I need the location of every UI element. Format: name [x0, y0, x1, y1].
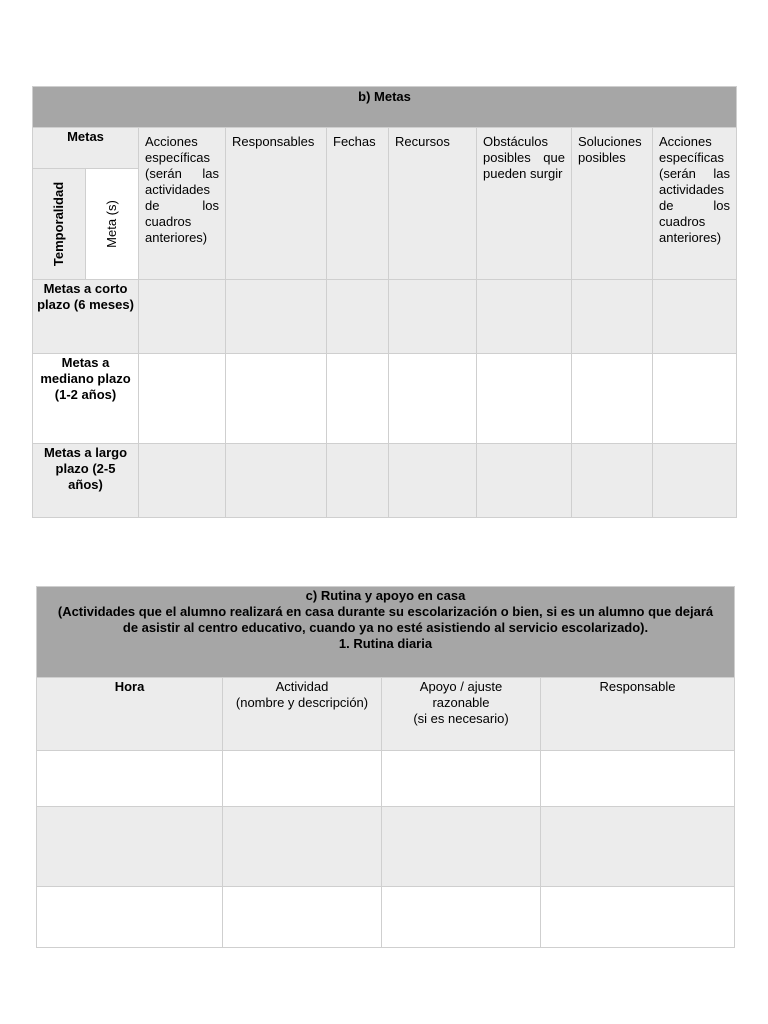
cell-input[interactable]	[226, 354, 327, 444]
cell-input[interactable]	[226, 280, 327, 354]
cell-input[interactable]	[382, 807, 541, 887]
cell-input[interactable]	[37, 751, 223, 807]
cell-input[interactable]	[653, 354, 737, 444]
cell-input[interactable]	[327, 444, 389, 518]
cell-input[interactable]	[477, 444, 572, 518]
col-acciones-2	[653, 128, 737, 280]
cell-input[interactable]	[572, 280, 653, 354]
cell-input[interactable]	[223, 751, 382, 807]
cell-input[interactable]	[389, 444, 477, 518]
col-responsables-label: Responsables	[232, 134, 315, 149]
cell-input[interactable]	[139, 280, 226, 354]
metas-title-cell	[33, 87, 737, 128]
col-recursos	[389, 128, 477, 280]
metas-title: b) Metas	[358, 89, 411, 104]
cell-input[interactable]	[477, 280, 572, 354]
col-responsable	[541, 678, 735, 751]
cell-input[interactable]	[37, 807, 223, 887]
cell-input[interactable]	[382, 751, 541, 807]
cell-input[interactable]	[477, 354, 572, 444]
cell-input[interactable]	[327, 280, 389, 354]
metas-header-cell	[33, 128, 139, 169]
cell-input[interactable]	[653, 444, 737, 518]
col-responsables	[226, 128, 327, 280]
row-largo-label: Metas a largo plazo (2-5 años)	[43, 445, 128, 492]
rutina-subtitle: (Actividades que el alumno realizará en casa durante su escolarización o bien, si es un alumno que dejará de asistir al centro educativo, cuando ya no esté asistiendo al servicio escolarizado).	[57, 604, 714, 635]
cell-input[interactable]	[572, 354, 653, 444]
rutina-table	[36, 586, 735, 948]
row-label-largo	[33, 444, 139, 518]
cell-input[interactable]	[389, 354, 477, 444]
cell-input[interactable]	[37, 887, 223, 948]
col-acciones-1-label: Acciones específicas (serán las actividades de los cuadros anteriores)	[145, 134, 219, 245]
temporalidad-cell	[33, 169, 86, 280]
col-responsable-label: Responsable	[599, 679, 676, 694]
col-soluciones	[572, 128, 653, 280]
row-label-corto	[33, 280, 139, 354]
cell-input[interactable]	[139, 444, 226, 518]
metas-header: Metas	[67, 129, 104, 144]
meta-s-cell	[86, 169, 139, 280]
cell-input[interactable]	[382, 887, 541, 948]
col-recursos-label: Recursos	[395, 134, 450, 149]
col-actividad	[223, 678, 382, 751]
col-actividad-label: Actividad (nombre y descripción)	[235, 679, 369, 710]
rutina-title-cell	[37, 587, 735, 678]
cell-input[interactable]	[541, 751, 735, 807]
cell-input[interactable]	[223, 887, 382, 948]
metas-table	[32, 86, 737, 518]
cell-input[interactable]	[223, 807, 382, 887]
col-apoyo	[382, 678, 541, 751]
row-label-mediano	[33, 354, 139, 444]
cell-input[interactable]	[226, 444, 327, 518]
col-soluciones-label: Soluciones posibles	[578, 134, 642, 165]
cell-input[interactable]	[327, 354, 389, 444]
col-fechas-label: Fechas	[333, 134, 376, 149]
col-obstaculos	[477, 128, 572, 280]
temporalidad-label: Temporalidad	[51, 181, 66, 267]
rutina-title: c) Rutina y apoyo en casa	[305, 588, 466, 603]
col-apoyo-label: Apoyo / ajuste razonable (si es necesario)	[413, 679, 509, 726]
meta-s-label: Meta (s)	[104, 200, 119, 248]
col-fechas	[327, 128, 389, 280]
cell-input[interactable]	[541, 887, 735, 948]
row-corto-label: Metas a corto plazo (6 meses)	[37, 281, 134, 312]
col-obstaculos-label: Obstáculos posibles que pueden surgir	[483, 134, 565, 181]
cell-input[interactable]	[572, 444, 653, 518]
row-mediano-label: Metas a mediano plazo (1-2 años)	[40, 355, 131, 402]
cell-input[interactable]	[541, 807, 735, 887]
col-hora-label: Hora	[114, 679, 145, 694]
cell-input[interactable]	[389, 280, 477, 354]
rutina-section-title: 1. Rutina diaria	[338, 636, 433, 651]
cell-input[interactable]	[139, 354, 226, 444]
cell-input[interactable]	[653, 280, 737, 354]
col-acciones-1	[139, 128, 226, 280]
col-acciones-2-label: Acciones específicas (serán las actividades de los cuadros anteriores)	[659, 134, 731, 245]
col-hora	[37, 678, 223, 751]
